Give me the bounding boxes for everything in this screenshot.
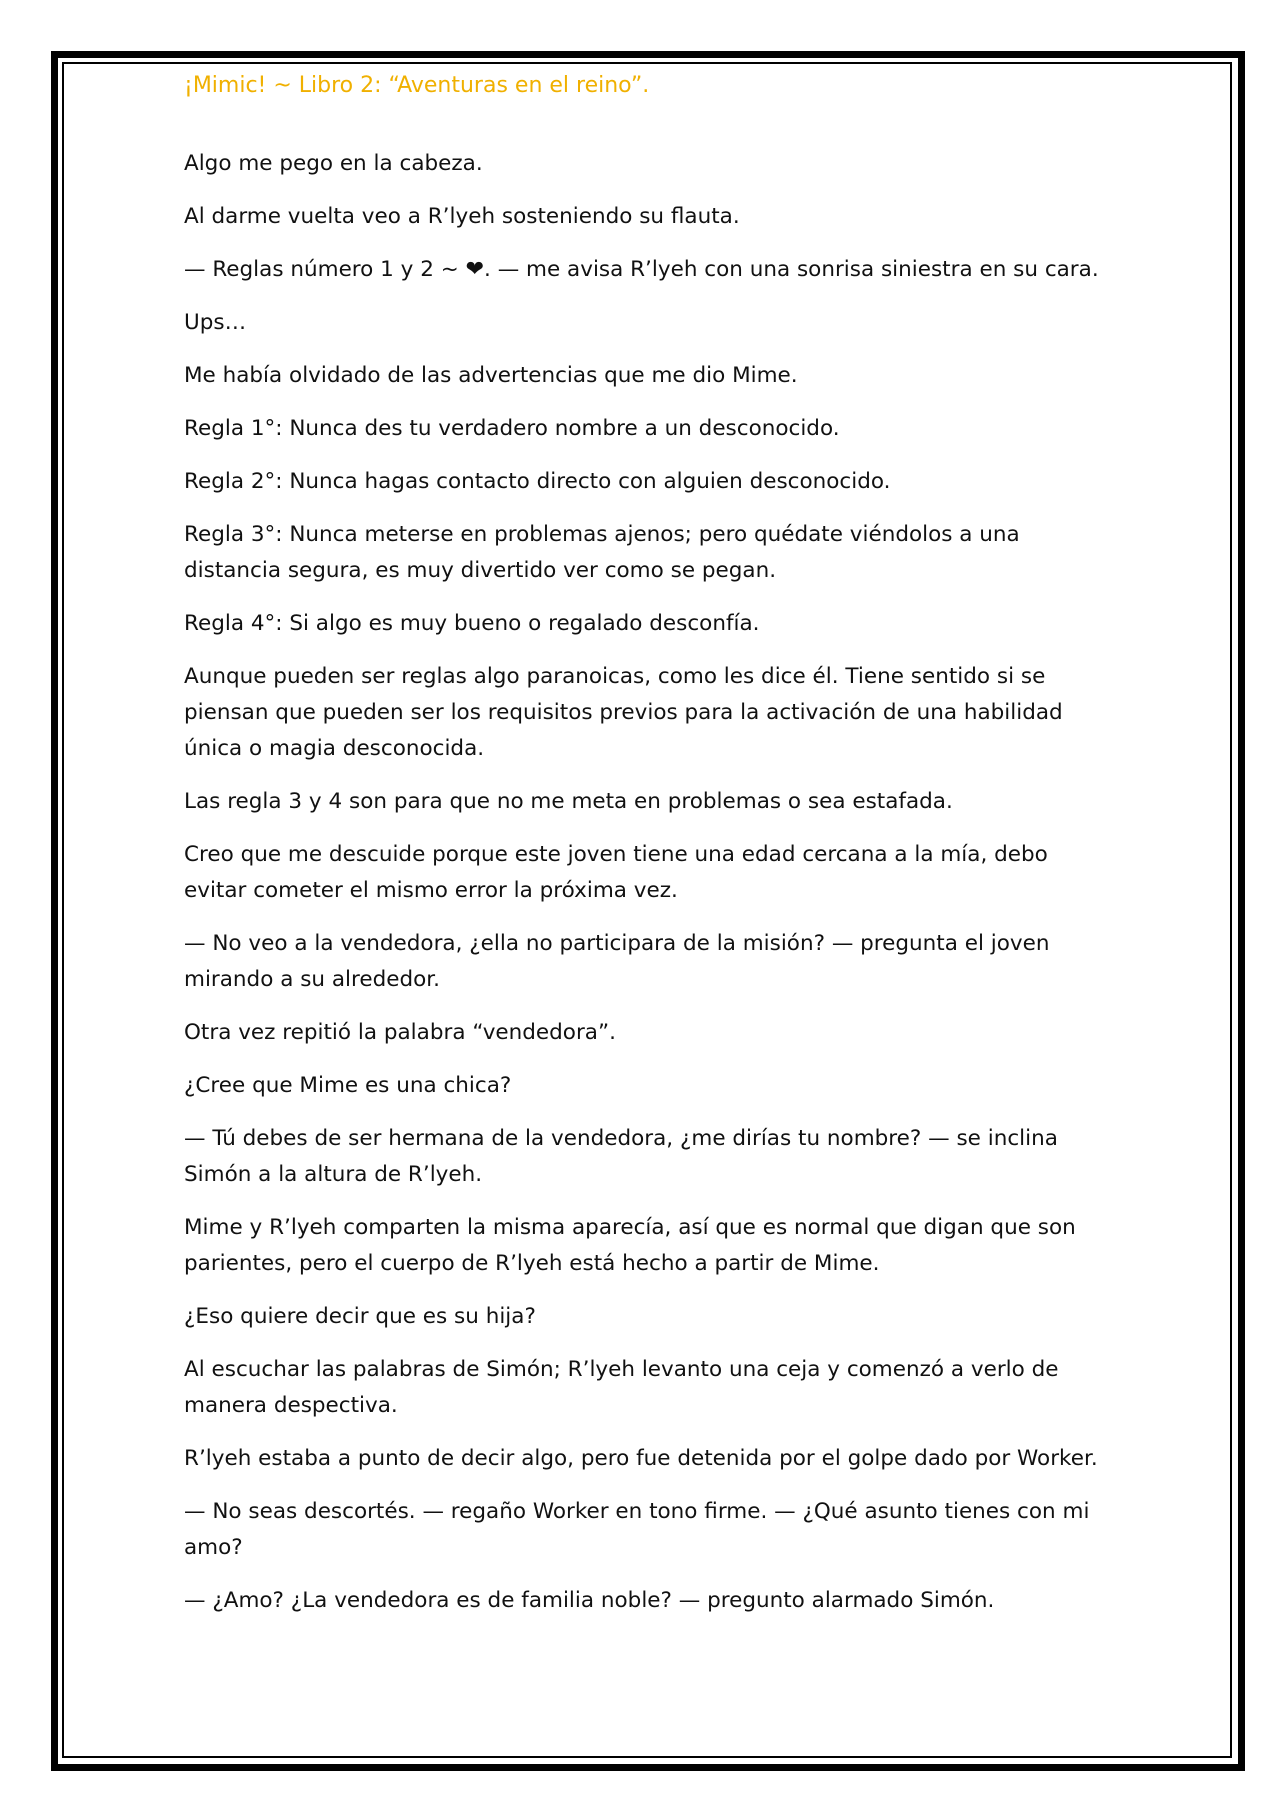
book-title-header: ¡Mimic! ~ Libro 2: “Aventuras en el reino”. (184, 73, 650, 98)
rule-1: Regla 1°: Nunca des tu verdadero nombre a un desconocido. (184, 416, 840, 441)
paragraph: Algo me pego en la cabeza. (184, 151, 483, 176)
dialogue-line: — ¿Amo? ¿La vendedora es de familia noble? — pregunto alarmado Simón. (184, 1588, 995, 1613)
paragraph: Otra vez repitió la palabra “vendedora”. (184, 1020, 616, 1045)
paragraph: Mime y R’lyeh comparten la misma aparecía, así que es normal que digan que son parientes, pero el cuerpo de R’lyeh está hecho a partir de Mime. (184, 1215, 1076, 1276)
paragraph: ¿Eso quiere decir que es su hija? (184, 1304, 536, 1329)
paragraph: Al darme vuelta veo a R’lyeh sosteniendo su flauta. (184, 204, 740, 229)
paragraph: Las regla 3 y 4 son para que no me meta en problemas o sea estafada. (184, 789, 953, 814)
dialogue-line: — No seas descortés. — regaño Worker en tono firme. — ¿Qué asunto tienes con mi amo? (184, 1499, 1090, 1560)
paragraph: Me había olvidado de las advertencias que me dio Mime. (184, 363, 798, 388)
paragraph: R’lyeh estaba a punto de decir algo, pero fue detenida por el golpe dado por Worker. (184, 1446, 1098, 1471)
paragraph: Ups… (184, 310, 247, 335)
rule-2: Regla 2°: Nunca hagas contacto directo con alguien desconocido. (184, 469, 891, 494)
paragraph-rules-warning (184, 252, 1104, 288)
paragraph: Aunque pueden ser reglas algo paranoicas, como les dice él. Tiene sentido si se piensan que pueden ser los requisitos previos para la activación de una habilidad única o magia desconocida. (184, 664, 1063, 761)
rule-3: Regla 3°: Nunca meterse en problemas ajenos; pero quédate viéndolos a una distancia segura, es muy divertido ver como se pegan. (184, 522, 1020, 583)
dialogue-line: — Tú debes de ser hermana de la vendedora, ¿me dirías tu nombre? — se inclina Simón a la altura de R’lyeh. (184, 1126, 1058, 1187)
rules-warning-end: . — me avisa R’lyeh con una sonrisa siniestra en su cara. (484, 257, 1099, 282)
heart-icon: ❤ (465, 257, 485, 282)
page-content (184, 72, 1104, 1636)
rules-warning-start: — Reglas número 1 y 2 ~ (184, 257, 466, 282)
paragraph: Creo que me descuide porque este joven tiene una edad cercana a la mía, debo evitar cometer el mismo error la próxima vez. (184, 842, 1048, 903)
paragraph: ¿Cree que Mime es una chica? (184, 1073, 512, 1098)
rule-4: Regla 4°: Si algo es muy bueno o regalado desconfía. (184, 611, 760, 636)
paragraph: Al escuchar las palabras de Simón; R’lyeh levanto una ceja y comenzó a verlo de manera despectiva. (184, 1357, 1059, 1418)
dialogue-line: — No veo a la vendedora, ¿ella no participara de la misión? — pregunta el joven mirando a su alrededor. (184, 931, 1050, 992)
